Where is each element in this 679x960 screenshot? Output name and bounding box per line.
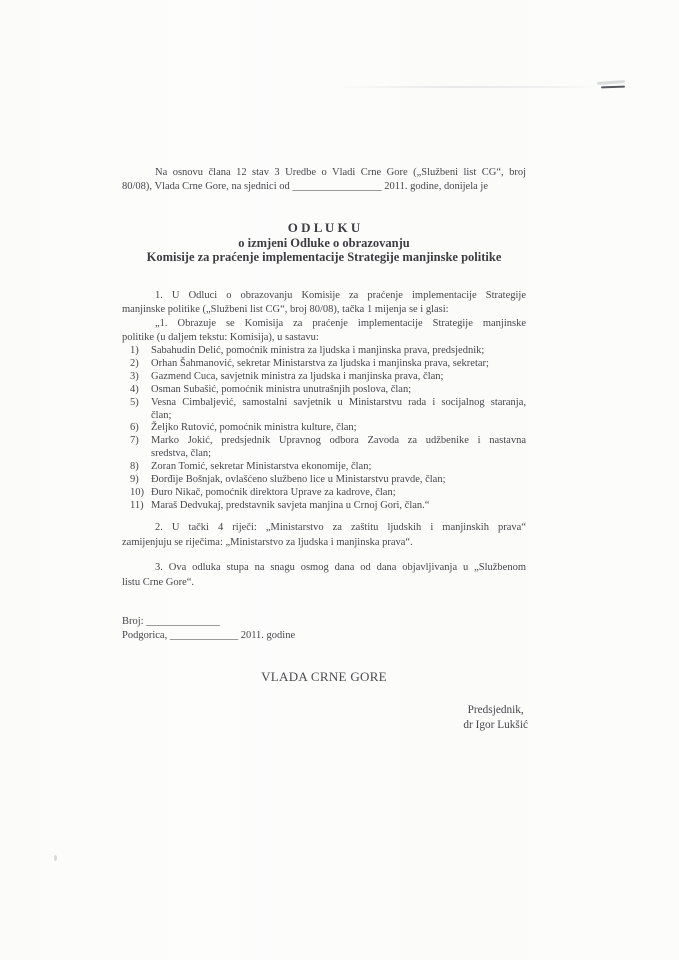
decision-title-block bbox=[122, 221, 526, 265]
article-3 bbox=[122, 561, 526, 590]
member-text: Vesna Cimbaljević, samostalni savjetnik u Ministarstvu rada i socijalnog staranja, bbox=[151, 396, 526, 408]
member-row bbox=[122, 461, 526, 474]
signature-block bbox=[463, 703, 528, 733]
article-1-line: manjinske politike („Službeni list CG“, broj 80/08), tačka 1 mijenja se i glasi: bbox=[122, 304, 449, 315]
article-1-line: „1. Obrazuje se Komisija za praćenje implementacije Strategije manjinske bbox=[155, 318, 526, 329]
member-number: 2) bbox=[130, 357, 139, 369]
scan-line-artifact bbox=[336, 86, 600, 88]
article-2-line: zamijenjuju se riječima: „Ministarstvo za ljudska i manjinska prava“. bbox=[122, 536, 413, 548]
document-number-line: Broj: ______________ bbox=[122, 616, 220, 627]
article-2-line: 2. U tački 4 riječi: „Ministarstvo za zaštitu ljudskih i manjinskih prava“ bbox=[155, 522, 526, 533]
member-text: Željko Rutović, pomoćnik ministra kulture, član; bbox=[151, 422, 357, 434]
member-text: Marko Jokić, predsjednik Upravnog odbora Zavoda za udžbenike i nastavna bbox=[151, 435, 526, 447]
member-row bbox=[122, 500, 526, 513]
preamble-line: Na osnovu člana 12 stav 3 Uredbe o Vladi Crne Gore („Službeni list CG“, broj bbox=[155, 167, 526, 178]
scan-smudge-artifact bbox=[597, 80, 625, 85]
signature-name: dr Igor Lukšić bbox=[463, 719, 528, 731]
member-text: sredstva, član; bbox=[151, 448, 212, 460]
member-number: 9) bbox=[130, 474, 139, 486]
article-1-line: politike (u daljem tekstu: Komisija), u sastavu: bbox=[122, 332, 319, 343]
preamble-line: 80/08), Vlada Crne Gore, na sjednici od _________________ 2011. godine, donijela je bbox=[122, 180, 488, 192]
member-text: član; bbox=[151, 409, 172, 421]
member-number: 7) bbox=[130, 435, 139, 447]
member-row bbox=[122, 345, 526, 358]
article-3-line: 3. Ova odluka stupa na snagu osmog dana od dana objavljivanja u „Službenom bbox=[155, 562, 526, 573]
member-row bbox=[122, 435, 526, 448]
member-row bbox=[122, 358, 526, 371]
member-text: Đuro Nikač, pomoćnik direktora Uprave za kadrove, član; bbox=[151, 486, 396, 498]
member-row bbox=[122, 487, 526, 500]
signature-role: Predsjednik, bbox=[467, 704, 524, 716]
reference-block bbox=[122, 615, 526, 643]
member-row-continuation bbox=[122, 410, 526, 423]
member-text: Maraš Dedvukaj, predstavnik savjeta manjina u Crnoj Gori, član.“ bbox=[151, 499, 430, 511]
member-row bbox=[122, 422, 526, 435]
member-number: 8) bbox=[130, 461, 139, 473]
decision-subject: Komisije za praćenje implementacije Strategije manjinske politike bbox=[146, 250, 502, 264]
article-2 bbox=[122, 521, 526, 550]
article-1-line: 1. U Odluci o obrazovanju Komisije za praćenje implementacije Strategije bbox=[155, 290, 526, 301]
member-row bbox=[122, 397, 526, 410]
place-date-line: Podgorica, _____________ 2011. godine bbox=[122, 629, 296, 641]
preamble bbox=[122, 166, 526, 193]
member-text: Gazmend Cuca, savjetnik ministra za ljudska i manjinska prava, član; bbox=[151, 370, 444, 382]
member-number: 11) bbox=[130, 499, 144, 511]
decision-subtitle: o izmjeni Odluke o obrazovanju bbox=[238, 235, 410, 250]
commission-member-list bbox=[122, 345, 526, 513]
member-number bbox=[130, 448, 151, 461]
member-number: 5) bbox=[130, 396, 139, 408]
issuer-name: VLADA CRNE GORE bbox=[261, 669, 387, 684]
member-number: 6) bbox=[130, 422, 139, 434]
member-number: 10) bbox=[130, 486, 144, 498]
member-row bbox=[122, 371, 526, 384]
member-text: Osman Subašić, pomoćnik ministra unutrašnjih poslova, član; bbox=[151, 383, 412, 395]
decision-title: O D L U K U bbox=[287, 220, 361, 235]
member-number: 1) bbox=[130, 345, 139, 356]
member-text: Đorđije Bošnjak, ovlašćeno službeno lice u Ministarstvu pravde, član; bbox=[151, 474, 446, 486]
article-3-line: listu Crne Gore“. bbox=[122, 576, 195, 588]
scan-speck-artifact bbox=[54, 855, 57, 861]
member-text: Sabahudin Delić, pomoćnik ministra za ljudska i manjinska prava, predsjednik; bbox=[151, 345, 485, 356]
member-number bbox=[130, 410, 151, 423]
member-text: Orhan Šahmanović, sekretar Ministarstva za ljudska i manjinska prava, sekretar; bbox=[151, 357, 489, 369]
member-row-continuation bbox=[122, 448, 526, 461]
member-number: 4) bbox=[130, 383, 139, 395]
member-number: 3) bbox=[130, 370, 139, 382]
member-text: Zoran Tomić, sekretar Ministarstva ekonomije, član; bbox=[151, 461, 372, 473]
member-row bbox=[122, 384, 526, 397]
pen-dash-mark bbox=[601, 86, 625, 89]
article-1 bbox=[122, 289, 526, 345]
member-row bbox=[122, 474, 526, 487]
